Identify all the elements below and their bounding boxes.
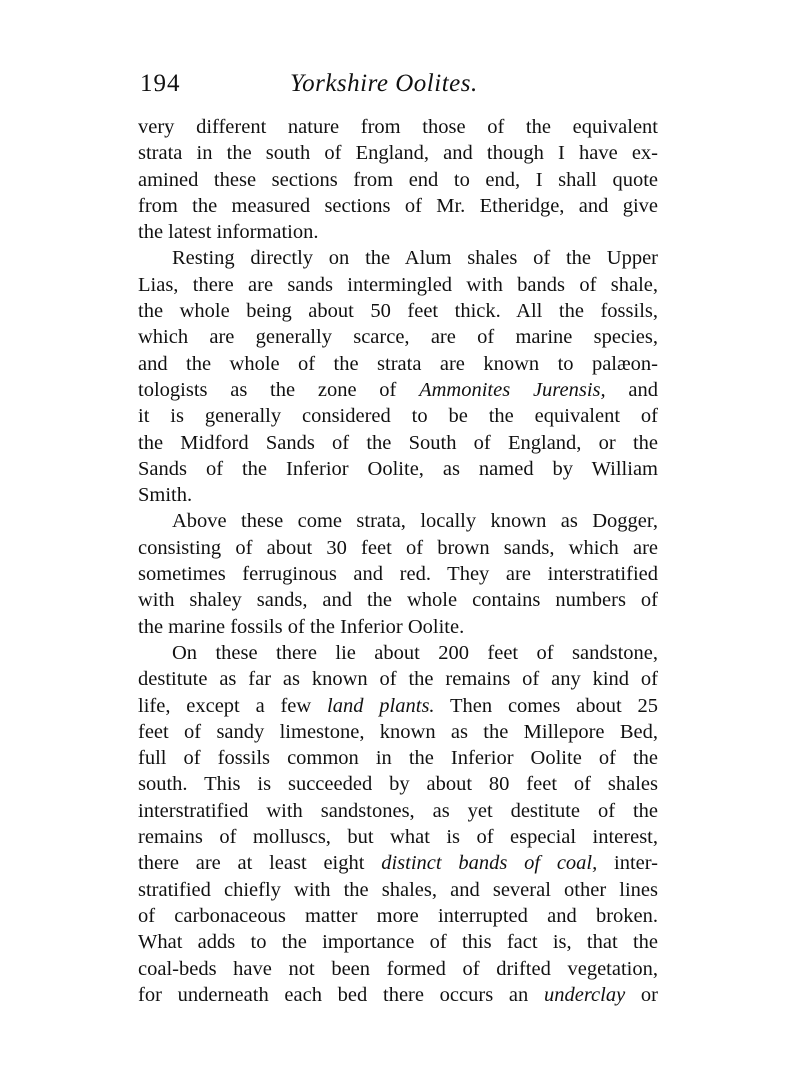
text-line: destitute as far as known of the remains of any kind of [138,668,658,691]
text-line: the marine fossils of the Inferior Oolite. [138,615,465,638]
text-line: feet of sandy limestone, known as the Millepore Bed, [138,720,658,743]
text-line: the whole being about 50 feet thick. All the fossils, [138,300,658,323]
italic-text: underclay [543,983,626,1006]
text-line: Resting directly on the Alum shales of the Upper [172,247,658,270]
text-line: Lias, there are sands intermingled with bands of shale, [138,273,658,296]
text-line [138,850,658,876]
text-line: Smith. [138,484,193,507]
text-line: and the whole of the strata are known to palæon- [138,352,658,375]
text-run: life, except a few [138,694,328,717]
text-line: from the measured sections of Mr. Etheridge, and give [138,194,658,217]
text-line [138,982,658,1008]
italic-text: distinct bands of coal, [381,852,598,875]
text-run: or [625,983,658,1006]
text-line: with shaley sands, and the whole contains numbers of [138,589,658,612]
italic-text: Ammonites Jurensis, [419,378,606,401]
page-number: 194 [140,70,181,97]
text-line: Sands of the Inferior Oolite, as named by William [138,457,658,480]
text-line: remains of molluscs, but what is of especial interest, [138,826,658,849]
running-title: Yorkshire Oolites. [290,70,478,97]
text-line [138,693,658,719]
body-text [138,114,658,1008]
text-line: consisting of about 30 feet of brown sands, which are [138,536,658,559]
text-line: full of fossils common in the Inferior Oolite of the [138,747,658,770]
text-line: the latest information. [138,221,319,244]
page-header [140,66,660,102]
text-line [138,377,658,403]
text-line: stratified chiefly with the shales, and several other lines [138,878,658,901]
text-line: coal-beds have not been formed of drifted vegetation, [138,957,658,980]
text-run: for underneath each bed there occurs an [138,983,544,1006]
text-line: very different nature from those of the equivalent [138,116,658,138]
text-run: there are at least eight [138,852,382,875]
text-line: On these there lie about 200 feet of sandstone, [172,641,658,664]
text-line: the Midford Sands of the South of England, or the [138,431,658,454]
text-line: south. This is succeeded by about 80 feet of shales [138,773,658,796]
text-run: tologists as the zone of [138,378,420,401]
text-run: inter- [597,852,659,875]
text-line: Above these come strata, locally known as Dogger, [172,510,658,533]
text-line: of carbonaceous matter more interrupted and broken. [138,904,658,927]
text-line: What adds to the importance of this fact is, that the [138,931,658,954]
text-line: sometimes ferruginous and red. They are interstratified [138,563,658,586]
text-run: Then comes about 25 [434,694,658,717]
text-line: which are generally scarce, are of marine species, [138,326,658,349]
text-line: amined these sections from end to end, I shall quote [138,168,658,191]
text-line: strata in the south of England, and though I have ex- [138,142,658,165]
text-run: and [605,378,658,401]
text-line: interstratified with sandstones, as yet destitute of the [138,799,658,822]
italic-text: land plants. [327,694,435,717]
text-line: it is generally considered to be the equivalent of [138,405,658,428]
